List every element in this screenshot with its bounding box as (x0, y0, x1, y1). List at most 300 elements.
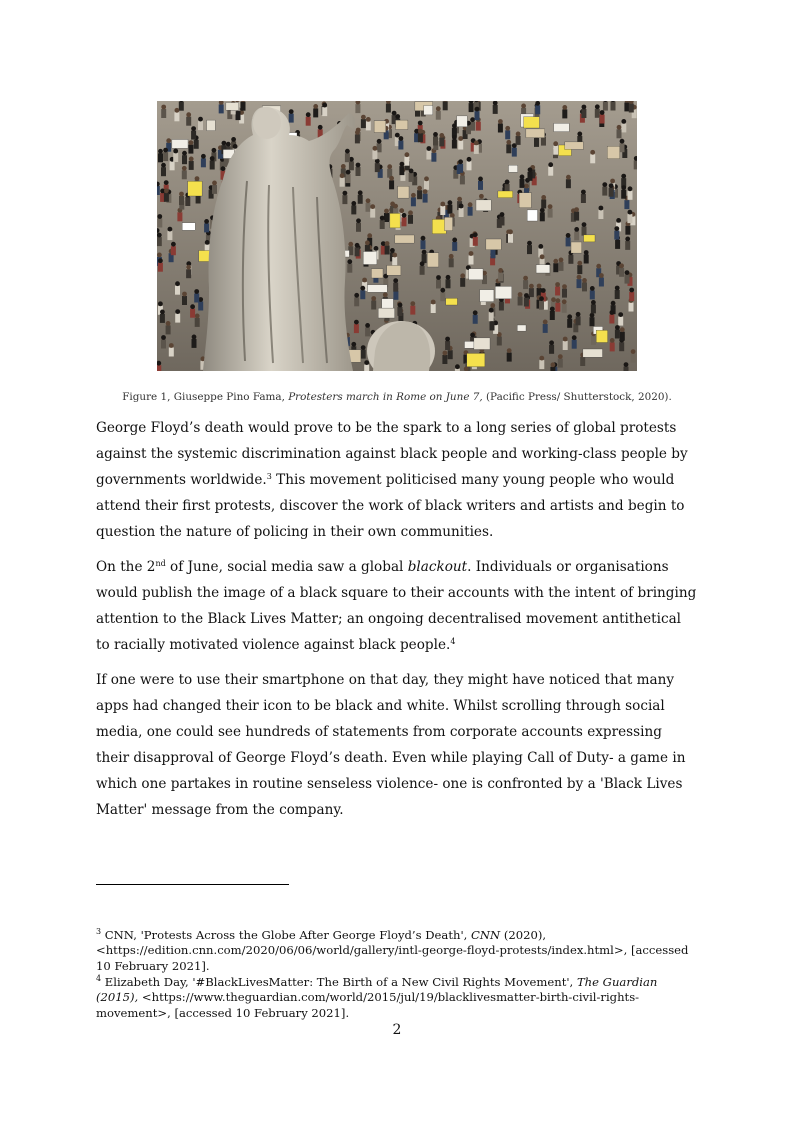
crowd-head (611, 301, 616, 306)
crowd-head (628, 186, 633, 191)
paragraph-1-text-b: This movement politicised many young people who would attend their first protests, discover the work of black writers and artists and begin to question the nature of policing in their own communities. (96, 472, 685, 540)
crowd-head (567, 314, 572, 319)
crowd-head (383, 292, 388, 297)
crowd-person (508, 234, 513, 243)
crowd-person (426, 151, 431, 160)
crowd-head (609, 183, 614, 188)
crowd-person (590, 290, 595, 299)
crowd-head (175, 281, 180, 286)
crowd-head (452, 135, 457, 140)
crowd-person (347, 264, 352, 273)
crowd-person (625, 275, 630, 284)
crowd-person (559, 262, 564, 271)
crowd-person (489, 312, 494, 321)
crowd-person (540, 212, 545, 221)
crowd-person (610, 342, 615, 351)
crowd-head (358, 190, 363, 195)
crowd-person (191, 131, 196, 140)
crowd-person (356, 223, 361, 232)
crowd-head (498, 119, 503, 124)
crowd-head (318, 125, 323, 130)
crowd-head (508, 229, 513, 234)
crowd-head (421, 236, 426, 241)
protest-sign (571, 242, 582, 253)
crowd-person (629, 292, 634, 301)
crowd-person (524, 298, 529, 307)
crowd-person (615, 330, 620, 339)
crowd-person (620, 143, 625, 152)
crowd-person (375, 163, 380, 172)
crowd-person (520, 179, 525, 188)
crowd-head (541, 195, 546, 200)
paragraph-2 (96, 554, 698, 658)
crowd-head (610, 179, 615, 184)
footnote-3-number: 3 (96, 927, 102, 936)
paragraph-1-text-a: George Floyd’s death would prove to be the spark to a long series of global protests against the systemic discrimination against black people and working-class people by governments worldwide. (96, 420, 688, 488)
protest-sign (467, 353, 485, 366)
crowd-person (157, 219, 162, 228)
crowd-head (452, 238, 457, 243)
crowd-head (541, 288, 546, 293)
crowd-person (389, 180, 394, 189)
crowd-head (164, 180, 169, 185)
crowd-person (581, 194, 586, 203)
paragraph-2-text-b: of June, social media saw a global (165, 559, 408, 575)
protest-sign (374, 121, 386, 133)
crowd-person (529, 288, 534, 297)
crowd-head (599, 273, 604, 278)
crowd-person (443, 101, 448, 110)
crowd-head (618, 312, 623, 317)
protest-sign (554, 123, 570, 131)
crowd-person (364, 365, 369, 371)
crowd-person (452, 242, 457, 251)
crowd-head (540, 254, 545, 259)
crowd-person (473, 237, 478, 246)
paragraph-2-text-c: . Individuals or organisations would publish the image of a black square to their accounts with the intent of bringing attention to the Black Lives Matter; an ongoing decentralised movement antithetical to racially motivated violence against black people. (96, 559, 697, 653)
crowd-person (617, 129, 622, 138)
crowd-person (175, 314, 180, 323)
crowd-head (473, 232, 478, 237)
crowd-head (400, 162, 405, 167)
crowd-person (475, 111, 480, 120)
crowd-head (577, 261, 582, 266)
crowd-person (161, 340, 166, 349)
protest-sign (565, 142, 584, 150)
crowd-person (210, 161, 215, 170)
crowd-head (166, 138, 171, 143)
crowd-head (427, 146, 432, 151)
crowd-head (548, 162, 553, 167)
crowd-head (574, 207, 579, 212)
crowd-person (342, 195, 347, 204)
crowd-person (516, 136, 521, 145)
crowd-head (505, 180, 510, 185)
caption-suffix: (Pacific Press/ Shutterstock, 2020). (482, 391, 672, 403)
crowd-person (361, 350, 366, 359)
crowd-person (173, 153, 178, 162)
crowd-person (439, 137, 444, 146)
crowd-head (351, 201, 356, 206)
crowd-head (392, 253, 397, 258)
crowd-person (195, 318, 200, 327)
crowd-person (476, 122, 481, 131)
crowd-person (349, 161, 354, 170)
crowd-person (562, 304, 567, 313)
crowd-person (568, 255, 573, 264)
crowd-head (198, 117, 203, 122)
crowd-person (360, 290, 365, 299)
crowd-head (563, 337, 568, 342)
crowd-head (584, 250, 589, 255)
crowd-person (553, 146, 558, 155)
crowd-person (595, 109, 600, 118)
footnote-4-text-a: Elizabeth Day, '#BlackLivesMatter: The Birth of a New Civil Rights Movement', (101, 975, 577, 989)
crowd-head (479, 194, 484, 199)
crowd-head (555, 282, 560, 287)
crowd-head (158, 149, 163, 154)
crowd-head (169, 343, 174, 348)
protest-sign (182, 223, 195, 231)
protest-sign (607, 146, 620, 159)
crowd-head (614, 226, 619, 231)
crowd-person (365, 327, 370, 336)
crowd-head (340, 173, 345, 178)
protest-sign (527, 210, 537, 221)
crowd-head (551, 362, 556, 367)
crowd-person (591, 304, 596, 313)
crowd-person (572, 340, 577, 349)
crowd-head (516, 132, 521, 137)
protest-sign (509, 165, 518, 172)
crowd-person (404, 157, 409, 166)
crowd-person (408, 215, 413, 224)
crowd-head (158, 258, 163, 263)
protest-sign (457, 116, 468, 127)
crowd-person (628, 191, 633, 200)
crowd-head (528, 167, 533, 172)
crowd-head (356, 163, 361, 168)
crowd-head (610, 310, 615, 315)
crowd-person (385, 246, 390, 255)
crowd-person (161, 109, 166, 118)
crowd-person (602, 187, 607, 196)
crowd-head (182, 151, 187, 156)
crowd-head (535, 101, 540, 106)
crowd-person (577, 279, 582, 288)
crowd-head (460, 273, 465, 278)
crowd-head (377, 139, 382, 144)
crowd-head (524, 293, 529, 298)
crowd-person (582, 282, 587, 291)
crowd-head (345, 149, 350, 154)
crowd-person (618, 317, 623, 326)
crowd-person (201, 158, 206, 167)
crowd-person (189, 161, 194, 170)
crowd-person (624, 102, 629, 111)
footnote-3-text-a: CNN, 'Protests Across the Globe After George Floyd’s Death', (101, 928, 472, 942)
crowd-head (367, 233, 372, 238)
protest-sign (424, 106, 433, 115)
crowd-head (566, 233, 571, 238)
crowd-head (364, 360, 369, 365)
page-number: 2 (392, 1022, 402, 1038)
crowd-head (370, 204, 375, 209)
crowd-person (458, 164, 463, 173)
crowd-head (306, 112, 311, 117)
crowd-person (171, 246, 176, 255)
crowd-head (527, 241, 532, 246)
protest-sign (390, 213, 400, 228)
crowd-person (355, 104, 360, 113)
crowd-head (418, 121, 423, 126)
crowd-person (631, 354, 636, 363)
crowd-head (182, 292, 187, 297)
crowd-head (433, 132, 438, 137)
crowd-person (393, 291, 398, 300)
protest-sign (524, 117, 540, 128)
crowd-person (170, 161, 175, 170)
crowd-head (420, 261, 425, 266)
crowd-person (421, 240, 426, 249)
crowd-person (420, 266, 425, 275)
crowd-person (380, 220, 385, 229)
crowd-person (491, 249, 496, 258)
crowd-person (177, 212, 182, 221)
crowd-head (521, 104, 526, 109)
crowd-head (445, 337, 450, 342)
crowd-head (490, 303, 495, 308)
crowd-person (182, 155, 187, 164)
protest-sign (387, 265, 401, 275)
crowd-head (351, 342, 356, 347)
crowd-head (440, 288, 445, 293)
crowd-head (233, 144, 238, 149)
crowd-person (366, 121, 371, 130)
crowd-person (322, 107, 327, 116)
protest-sign (519, 193, 531, 208)
crowd-head (423, 189, 428, 194)
protest-sign (536, 265, 550, 273)
crowd-head (398, 303, 403, 308)
crowd-head (523, 276, 528, 281)
crowd-head (628, 210, 633, 215)
crowd-head (361, 345, 366, 350)
crowd-head (431, 300, 436, 305)
crowd-head (595, 104, 600, 109)
crowd-person (558, 359, 563, 368)
crowd-head (402, 213, 407, 218)
crowd-person (553, 263, 558, 272)
crowd-person (591, 336, 596, 345)
crowd-person (615, 290, 620, 299)
footnote-4 (96, 975, 698, 1021)
crowd-head (459, 204, 464, 209)
crowd-person (619, 342, 624, 351)
crowd-head (443, 351, 448, 356)
crowd-person (175, 286, 180, 295)
crowd-person (446, 279, 451, 288)
crowd-head (212, 148, 217, 153)
footnote-4-number: 4 (96, 974, 102, 983)
footnote-ref-4[interactable]: 4 (450, 637, 456, 646)
crowd-head (506, 140, 511, 145)
crowd-head (346, 170, 351, 175)
crowd-person (356, 167, 361, 176)
crowd-person (164, 193, 169, 202)
crowd-person (449, 258, 454, 267)
crowd-person (370, 209, 375, 218)
protest-sign (172, 140, 188, 149)
crowd-head (474, 141, 479, 146)
crowd-person (431, 304, 436, 313)
crowd-person (609, 188, 614, 197)
protest-sign (445, 217, 453, 230)
crowd-head (498, 268, 503, 273)
crowd-head (439, 133, 444, 138)
crowd-person (534, 138, 539, 147)
crowd-person (467, 161, 472, 170)
crowd-head (440, 202, 445, 207)
crowd-head (615, 286, 620, 291)
crowd-person (410, 306, 415, 315)
footnote-3 (96, 928, 698, 974)
crowd-person (539, 301, 544, 310)
crowd-head (625, 237, 630, 242)
protest-sign (427, 253, 438, 267)
crowd-head (457, 197, 462, 202)
protest-sign (584, 235, 595, 242)
crowd-person (169, 348, 174, 357)
crowd-head (361, 115, 366, 120)
crowd-head (222, 141, 227, 146)
crowd-head (559, 258, 564, 263)
crowd-head (505, 126, 510, 131)
protest-sign (495, 286, 512, 298)
crowd-person (523, 280, 528, 289)
crowd-head (395, 114, 400, 119)
crowd-person (158, 153, 163, 162)
crowd-head (371, 296, 376, 301)
crowd-head (374, 246, 379, 251)
crowd-head (387, 164, 392, 169)
protest-sign (476, 200, 491, 211)
crowd-person (163, 152, 168, 161)
crowd-head (621, 174, 626, 179)
crowd-head (540, 208, 545, 213)
crowd-head (619, 263, 624, 268)
crowd-head (562, 299, 567, 304)
crowd-head (470, 117, 475, 122)
crowd-head (399, 136, 404, 141)
crowd-head (204, 219, 209, 224)
crowd-head (449, 254, 454, 259)
crowd-head (596, 264, 601, 269)
crowd-person (358, 195, 363, 204)
crowd-head (616, 218, 621, 223)
crowd-person (354, 297, 359, 306)
crowd-person (590, 154, 595, 163)
crowd-head (168, 227, 173, 232)
crowd-head (550, 307, 555, 312)
crowd-person (355, 134, 360, 143)
crowd-head (629, 288, 634, 293)
crowd-head (599, 206, 604, 211)
crowd-person (469, 103, 474, 112)
crowd-head (562, 284, 567, 289)
crowd-person (584, 255, 589, 264)
crowd-head (389, 176, 394, 181)
crowd-head (313, 104, 318, 109)
crowd-person (399, 166, 404, 175)
crowd-head (436, 106, 441, 111)
crowd-person (204, 223, 209, 232)
crowd-head (620, 139, 625, 144)
crowd-person (436, 280, 441, 289)
crowd-head (210, 156, 215, 161)
crowd-head (577, 275, 582, 280)
crowd-head (195, 314, 200, 319)
footnote-4-source: The Guardian (2015), (96, 975, 658, 1005)
crowd-head (520, 175, 525, 180)
crowd-person (458, 141, 463, 150)
crowd-head (186, 112, 191, 117)
crowd-head (625, 270, 630, 275)
crowd-head (582, 222, 587, 227)
crowd-person (424, 181, 429, 190)
crowd-person (562, 109, 567, 118)
crowd-head (175, 108, 180, 113)
crowd-head (418, 129, 423, 134)
blackout-emphasis: blackout (407, 559, 468, 575)
crowd-head (448, 200, 453, 205)
crowd-person (433, 136, 438, 145)
crowd-head (576, 312, 581, 317)
crowd-person (468, 207, 473, 216)
crowd-head (489, 308, 494, 313)
crowd-person (574, 231, 579, 240)
crowd-person (174, 112, 179, 121)
crowd-head (385, 241, 390, 246)
crowd-person (351, 205, 356, 214)
crowd-head (577, 132, 582, 137)
crowd-head (543, 320, 548, 325)
crowd-head (365, 323, 370, 328)
crowd-person (550, 311, 555, 320)
protest-sign (596, 330, 607, 342)
footnote-ref-3[interactable]: 3 (266, 472, 272, 481)
crowd-person (179, 102, 184, 111)
crowd-head (582, 105, 587, 110)
crowd-person (518, 297, 523, 306)
crowd-person (621, 190, 626, 199)
protest-sign (446, 298, 458, 305)
crowd-head (529, 284, 534, 289)
crowd-head (620, 327, 625, 332)
crowd-person (182, 296, 187, 305)
crowd-person (577, 265, 582, 274)
crowd-head (467, 157, 472, 162)
crowd-person (157, 186, 160, 195)
crowd-head (422, 250, 427, 255)
crowd-person (371, 301, 376, 310)
crowd-person (574, 212, 579, 221)
crowd-person (460, 278, 465, 287)
crowd-person (194, 140, 199, 149)
crowd-head (380, 216, 385, 221)
crowd-head (591, 300, 596, 305)
protest-sign (371, 269, 383, 278)
